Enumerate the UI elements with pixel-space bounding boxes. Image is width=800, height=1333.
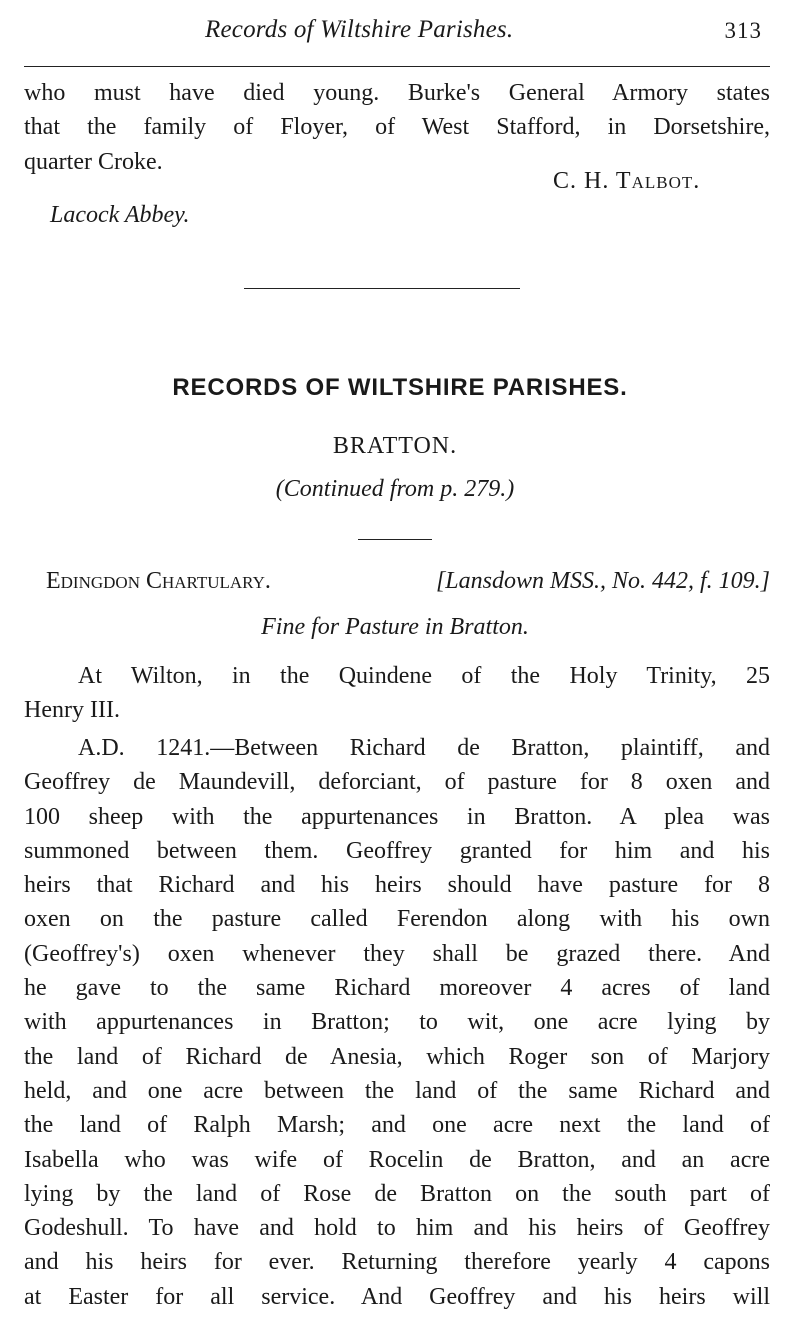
intro-line-3: quarter Croke.: [24, 148, 163, 175]
heading-rule: [358, 539, 432, 540]
body-paragraph-1: [24, 659, 770, 728]
signature-place: Lacock Abbey.: [50, 202, 190, 228]
intro-paragraph: [24, 76, 770, 179]
continued-text: (Continued from p. 279.): [275, 476, 515, 502]
source-label: Edingdon Chartulary.: [46, 568, 271, 594]
source-reference: [436, 568, 770, 595]
para2-line-15: Godeshull. To have and hold to him and his heirs of Geoffrey: [24, 1215, 770, 1242]
para2-line-8: he gave to the same Richard moreover 4 acres of land: [24, 975, 770, 1002]
para2-line-9: with appurtenances in Bratton; to wit, one acre lying by: [24, 1009, 770, 1036]
para2-line-16: and his heirs for ever. Returning therefore yearly 4 capons: [24, 1249, 770, 1276]
para2-line-1: A.D. 1241.—Between Richard de Bratton, plaintiff, and: [78, 735, 770, 761]
para2-line-5: heirs that Richard and his heirs should have pasture for 8: [24, 872, 770, 899]
para2-line-7: (Geoffrey's) oxen whenever they shall be grazed there. And: [24, 940, 770, 967]
author-signature: C. H. Talbot.: [553, 168, 701, 194]
para2-line-11: held, and one acre between the land of the same Richard and: [24, 1077, 770, 1104]
document-subtitle: Fine for Pasture in Bratton.: [261, 614, 529, 640]
section-separator: [244, 288, 520, 289]
running-title: Records of Wiltshire Parishes.: [205, 16, 514, 43]
para1-line-2: Henry III.: [24, 697, 120, 724]
para1-line-1: At Wilton, in the Quindene of the Holy Trinity, 25: [78, 663, 770, 689]
source-reference-text: [Lansdown MSS., No. 442, f. 109.]: [435, 568, 770, 594]
para2-line-4: summoned between them. Geoffrey granted for him and his: [24, 837, 770, 864]
intro-line-2: that the family of Floyer, of West Stafford, in Dorsetshire,: [24, 114, 770, 141]
para2-line-17: at Easter for all service. And Geoffrey and his heirs will: [24, 1283, 770, 1310]
body-paragraph-2: [24, 731, 770, 1314]
running-header: [0, 12, 800, 52]
parish-heading: BRATTON.: [332, 433, 458, 459]
para2-line-10: the land of Richard de Anesia, which Roger son of Marjory: [24, 1043, 770, 1070]
para2-line-13: Isabella who was wife of Rocelin de Bratton, and an acre: [24, 1146, 770, 1173]
para2-line-6: oxen on the pasture called Ferendon along with his own: [24, 906, 770, 933]
header-rule: [24, 66, 770, 67]
continued-note: [0, 476, 790, 503]
source-line: [46, 568, 770, 595]
intro-line-1: who must have died young. Burke's General Armory states: [24, 80, 770, 106]
para2-line-3: 100 sheep with the appurtenances in Bratton. A plea was: [24, 803, 770, 830]
para2-line-14: lying by the land of Rose de Bratton on the south part of: [24, 1180, 770, 1207]
para2-line-12: the land of Ralph Marsh; and one acre next the land of: [24, 1112, 770, 1139]
para2-line-2: Geoffrey de Maundevill, deforciant, of pasture for 8 oxen and: [24, 769, 770, 796]
section-title: RECORDS OF WILTSHIRE PARISHES.: [172, 374, 628, 401]
page-number: 313: [724, 18, 762, 43]
